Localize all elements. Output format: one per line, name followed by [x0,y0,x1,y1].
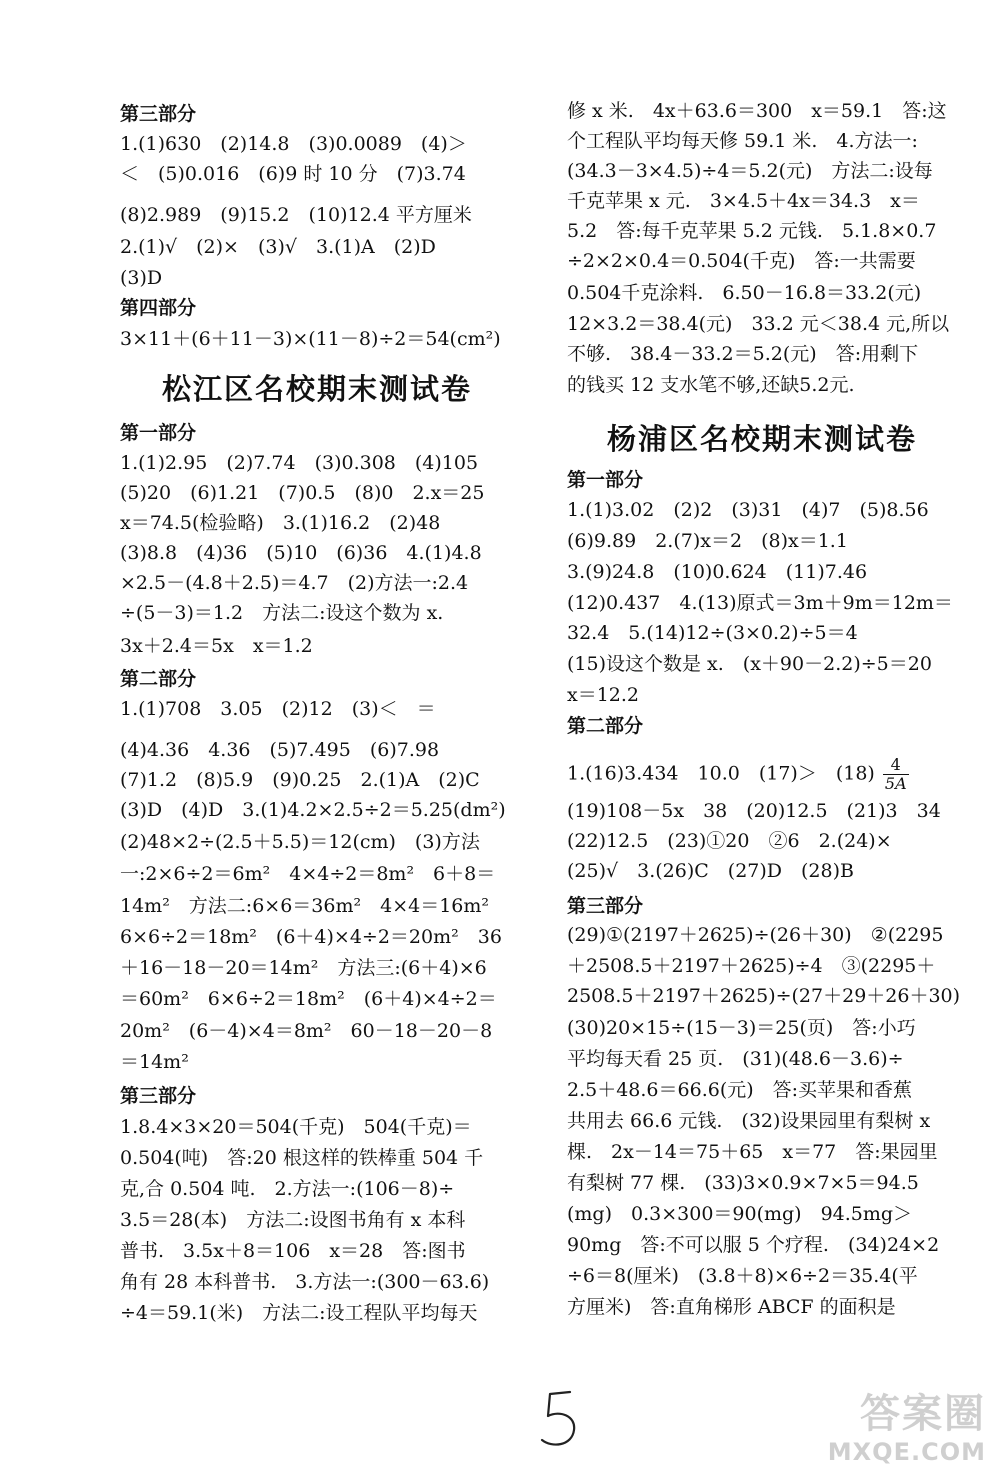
text-line: ＜ (5)0.016 (6)9 时 10 分 (7)3.74 [120,163,466,185]
text-line: 3×11＋(6＋11－3)×(11－8)÷2＝54(cm²) [120,328,501,350]
text-line: ＋16－18－20＝14m² 方法三:(6＋4)×6 [120,957,487,979]
text-line: 0.504千克涂料. 6.50－16.8＝33.2(元) [567,282,922,304]
text-line: 普书. 3.5x＋8＝106 x＝28 答:图书 [120,1240,466,1262]
text-line: 修 x 米. 4x＋63.6＝300 x＝59.1 答:这 [567,100,947,122]
text-line: 方厘米) 答:直角梯形 ABCF 的面积是 [567,1296,896,1318]
text-line: 2.(1)√ (2)× (3)√ 3.(1)A (2)D [120,236,436,258]
text-line: 3.5＝28(本) 方法二:设图书角有 x 本科 [120,1209,466,1231]
text-line: ÷4＝59.1(米) 方法二:设工程队平均每天 [120,1302,478,1324]
text-line: (7)1.2 (8)5.9 (9)0.25 2.(1)A (2)C [120,769,480,791]
exam-title: 杨浦区名校期末测试卷 [607,422,918,456]
text-line: (8)2.989 (9)15.2 (10)12.4 平方厘米 [120,204,472,226]
text-line: ÷6＝8(厘米) (3.8＋8)×6÷2＝35.4(平 [567,1265,918,1287]
fraction [883,756,909,793]
text-line: 千克苹果 x 元. 3×4.5＋4x＝34.3 x＝ [567,190,920,212]
section-heading: 第四部分 [120,297,197,319]
text-line: ＋2508.5＋2197＋2625)÷4 ③(2295＋ [567,955,936,977]
section-heading: 第二部分 [120,668,197,690]
text-line: ÷2×2×0.4＝0.504(千克) 答:一共需要 [567,250,916,272]
text-line: (29)①(2197＋2625)÷(26＋30) ②(2295 [567,924,944,946]
text-line: (34.3－3×4.5)÷4＝5.2(元) 方法二:设每 [567,160,933,182]
watermark [802,1382,992,1468]
section-heading: 第三部分 [567,895,644,917]
section-heading: 第一部分 [120,422,197,444]
text-line: 1.(1)2.95 (2)7.74 (3)0.308 (4)105 [120,452,479,474]
text-line: 3.(9)24.8 (10)0.624 (11)7.46 [567,561,868,583]
section-heading: 第三部分 [120,1085,197,1107]
text-line: (2)48×2÷(2.5＋5.5)＝12(cm) (3)方法 [120,831,480,853]
text-line: x＝12.2 [567,684,640,706]
text-line: 1.8.4×3×20＝504(千克) 504(千克)＝ [120,1116,472,1138]
text-line: (6)9.89 2.(7)x＝2 (8)x＝1.1 [567,530,848,552]
text-line: 1.(1)3.02 (2)2 (3)31 (4)7 (5)8.56 [567,499,929,521]
text-line: 6×6÷2＝18m² (6＋4)×4÷2＝20m² 36 [120,926,502,948]
text-line: 12×3.2＝38.4(元) 33.2 元＜38.4 元,所以 [567,313,950,335]
text-line: (5)20 (6)1.21 (7)0.5 (8)0 2.x＝25 [120,482,485,504]
text-line: 0.504(吨) 答:20 根这样的铁棒重 504 千 [120,1147,484,1169]
text-line: 平均每天看 25 页. (31)(48.6－3.6)÷ [567,1048,904,1070]
fraction-numerator: 4 [883,756,909,775]
text-line: (4)4.36 4.36 (5)7.495 (6)7.98 [120,739,440,761]
text-line: 1.(1)708 3.05 (2)12 (3)＜ ＝ [120,698,436,720]
text-line: 有梨树 77 棵. (33)3×0.9×7×5＝94.5 [567,1172,919,1194]
text-line: 1.(1)630 (2)14.8 (3)0.0089 (4)＞ [120,133,467,155]
handwritten-page-number-icon [536,1388,586,1454]
exam-title: 松江区名校期末测试卷 [162,372,473,406]
text-line: 共用去 66.6 元钱. (32)设果园里有梨树 x [567,1110,931,1132]
text-line: 2.5＋48.6＝66.6(元) 答:买苹果和香蕉 [567,1079,913,1101]
text-line: ＝14m² [120,1051,189,1073]
text-line: 个工程队平均每天修 59.1 米. 4.方法一: [567,130,918,152]
text-line: 5.2 答:每千克苹果 5.2 元钱. 5.1.8×0.7 [567,220,937,242]
page-number [536,1388,586,1454]
section-heading: 第三部分 [120,103,197,125]
text-line: 20m² (6－4)×4＝8m² 60－18－20－8 [120,1020,493,1042]
section-heading: 第二部分 [567,715,644,737]
text-line: 克,合 0.504 吨. 2.方法一:(106－8)÷ [120,1178,455,1200]
text-line: x＝74.5(检验略) 3.(1)16.2 (2)48 [120,512,441,534]
fraction-denominator: 5A [884,774,907,793]
text-line: 角有 28 本科普书. 3.方法一:(300－63.6) [120,1271,490,1293]
text-line: (12)0.437 4.(13)原式＝3m＋9m＝12m＝ [567,592,953,614]
text-line: (22)12.5 (23)①20 ②6 2.(24)× [567,830,892,852]
text-line: (3)D (4)D 3.(1)4.2×2.5÷2＝5.25(dm²) [120,799,506,821]
text-line [567,756,909,793]
watermark-url: MXQE.COM [827,1438,986,1466]
text-line: (19)108－5x 38 (20)12.5 (21)3 34 [567,800,941,822]
text-line: 2508.5＋2197＋2625)÷(27＋29＋26＋30) [567,985,961,1007]
text-line: (15)设这个数是 x. (x＋90－2.2)÷5＝20 [567,653,932,675]
section-heading: 第一部分 [567,469,644,491]
text-line: ×2.5－(4.8＋2.5)＝4.7 (2)方法一:2.4 [120,572,469,594]
text-line: 棵. 2x－14＝75＋65 x＝77 答:果园里 [567,1141,938,1163]
text-line: 14m² 方法二:6×6＝36m² 4×4＝16m² [120,895,490,917]
text-line: (30)20×15÷(15－3)＝25(页) 答:小巧 [567,1017,916,1039]
watermark-text: 答案圈 [860,1391,986,1437]
text-line: 3x＋2.4＝5x x＝1.2 [120,635,313,657]
text-line: (3)8.8 (4)36 (5)10 (6)36 4.(1)4.8 [120,542,482,564]
text-line: ÷(5－3)＝1.2 方法二:设这个数为 x. [120,602,444,624]
text-line: 一:2×6÷2＝6m² 4×4÷2＝8m² 6＋8＝ [120,863,496,885]
text-line: ＝60m² 6×6÷2＝18m² (6＋4)×4÷2＝ [120,988,497,1010]
text-line-part: 1.(16)3.434 10.0 (17)＞ (18) [567,762,875,785]
text-line: 90mg 答:不可以服 5 个疗程. (34)24×2 [567,1234,940,1256]
text-line: (mg) 0.3×300＝90(mg) 94.5mg＞ [567,1203,913,1225]
text-line: 不够. 38.4－33.2＝5.2(元) 答:用剩下 [567,343,919,365]
text-line: 32.4 5.(14)12÷(3×0.2)÷5＝4 [567,622,858,644]
text-line: (25)√ 3.(26)C (27)D (28)B [567,860,854,882]
text-line: (3)D [120,267,163,289]
text-line: 的钱买 12 支水笔不够,还缺5.2元. [567,374,855,396]
